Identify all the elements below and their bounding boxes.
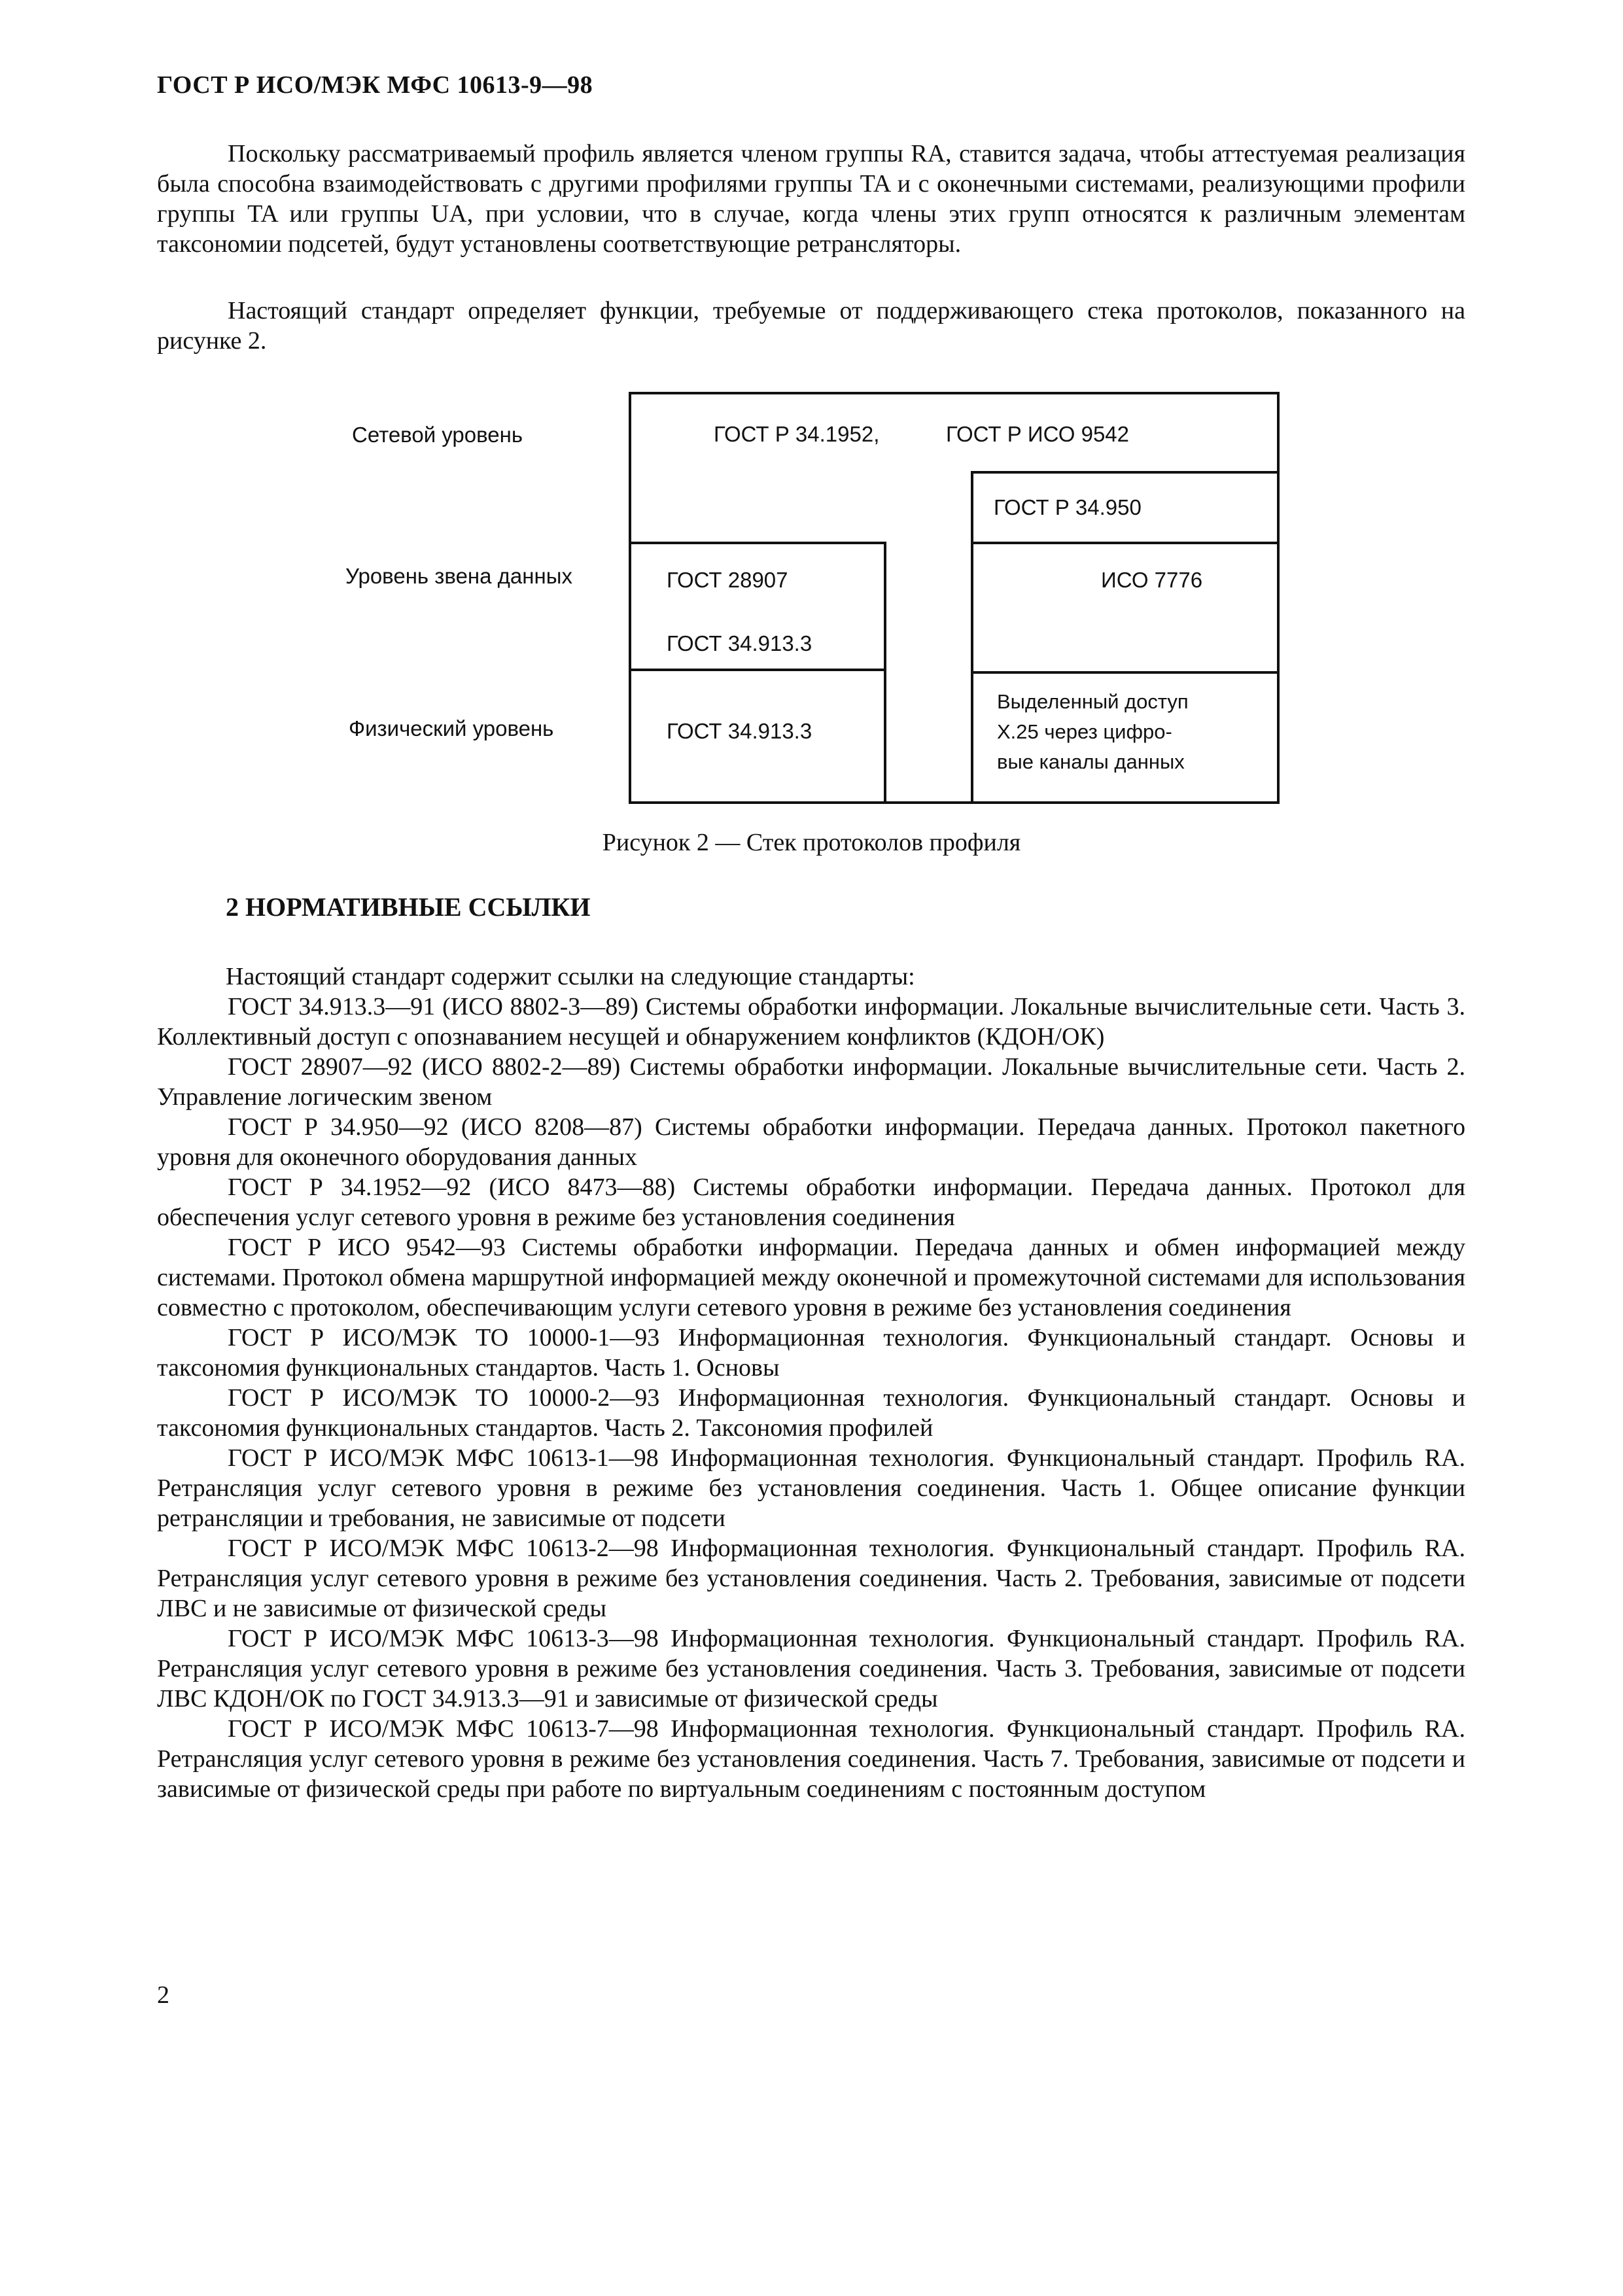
reference-item: ГОСТ Р ИСО/МЭК МФС 10613-7—98 Информационная технология. Функциональный стандарт. Профиль RA. Ретрансляция услуг сетевого уровня в режиме без установления соединения. Часть 7. Требования, зависимые от подсети и зависимые от физической среды при работе по виртуальным соединениям с постоянным доступом [157,1715,1465,1803]
dedicated-access-line-1: Выделенный доступ [997,690,1189,713]
cell-gost-349133-physical: ГОСТ 34.913.3 [667,719,812,743]
cell-gost-34950: ГОСТ Р 34.950 [994,495,1142,519]
reference-item: ГОСТ Р ИСО 9542—93 Системы обработки информации. Передача данных и обмен информацией между системами. Протокол обмена маршрутной информацией между оконечной и промежуточной системами для использования совместно с протоколом, обеспечивающим услуги сетевого уровня в режиме без установления соединения [157,1234,1465,1321]
references-list [157,992,1465,1804]
reference-item: ГОСТ Р 34.950—92 (ИСО 8208—87) Системы обработки информации. Передача данных. Протокол пакетного уровня для оконечного оборудования данных [157,1113,1465,1171]
level-label-physical: Физический уровень [349,716,554,740]
iso-7776-cell [971,542,1280,674]
reference-item: ГОСТ Р ИСО/МЭК ТО 10000-1—93 Информационная технология. Функциональный стандарт. Основы и таксономия функциональных стандартов. Часть 1. Основы [157,1324,1465,1382]
reference-item: ГОСТ Р ИСО/МЭК МФС 10613-1—98 Информационная технология. Функциональный стандарт. Профиль RA. Ретрансляция услуг сетевого уровня в режиме без установления соединения. Часть 1. Общее описание функции ретрансляции и требования, не зависимые от подсети [157,1444,1465,1532]
reference-item: ГОСТ 34.913.3—91 (ИСО 8802-3—89) Системы обработки информации. Локальные вычислительные сети. Часть 3. Коллективный доступ с опознаванием несущей и обнаружением конфликтов (КДОН/ОК) [157,993,1465,1051]
reference-item: ГОСТ Р 34.1952—92 (ИСО 8473—88) Системы обработки информации. Передача данных. Протокол для обеспечения услуг сетевого уровня в режиме без установления соединения [157,1174,1465,1231]
dedicated-access-line-3: вые каналы данных [997,750,1185,773]
section-title: 2 НОРМАТИВНЫЕ ССЫЛКИ [226,892,591,922]
cell-dedicated-access [997,687,1189,777]
left-column-divider [629,669,886,671]
intro-paragraph-1: Поскольку рассматриваемый профиль является членом группы RA, ставится задача, чтобы аттестуемая реализация была способна взаимодействовать с другими профилями группы TA и с оконечными системами, реализующими профили группы TA или группы UA, при условии, что в случае, когда члены этих групп относятся к различным элементам таксономии подсетей, будут установлены соответствующие ретрансляторы. [157,140,1465,258]
document-header: ГОСТ Р ИСО/МЭК МФС 10613-9—98 [157,71,593,99]
references-intro: Настоящий стандарт содержит ссылки на следующие стандарты: [226,963,915,990]
reference-item: ГОСТ Р ИСО/МЭК ТО 10000-2—93 Информационная технология. Функциональный стандарт. Основы и таксономия функциональных стандартов. Часть 2. Таксономия профилей [157,1384,1465,1442]
page-number: 2 [157,1981,169,2009]
reference-item: ГОСТ Р ИСО/МЭК МФС 10613-3—98 Информационная технология. Функциональный стандарт. Профиль RA. Ретрансляция услуг сетевого уровня в режиме без установления соединения. Часть 3. Требования, зависимые от подсети ЛВС КДОН/ОК по ГОСТ 34.913.3—91 и зависимые от физической среды [157,1625,1465,1713]
level-label-datalink: Уровень звена данных [345,564,572,588]
level-label-network: Сетевой уровень [352,423,523,447]
intro-paragraph-2: Настоящий стандарт определяет функции, требуемые от поддерживающего стека протоколов, показанного на рисунке 2. [157,297,1465,355]
cell-gost-28907: ГОСТ 28907 [667,568,788,592]
cell-iso-9542: ГОСТ Р ИСО 9542 [946,422,1130,446]
reference-item: ГОСТ 28907—92 (ИСО 8802-2—89) Системы обработки информации. Локальные вычислительные сети. Часть 2. Управление логическим звеном [157,1053,1465,1111]
dedicated-access-line-2: X.25 через цифро- [997,720,1172,743]
cell-gost-349133-datalink: ГОСТ 34.913.3 [667,631,812,655]
figure-caption: Рисунок 2 — Стек протоколов профиля [602,829,1021,856]
cell-iso-7776: ИСО 7776 [1101,568,1203,592]
cell-gost-341952: ГОСТ Р 34.1952, [714,422,880,446]
reference-item: ГОСТ Р ИСО/МЭК МФС 10613-2—98 Информационная технология. Функциональный стандарт. Профиль RA. Ретрансляция услуг сетевого уровня в режиме без установления соединения. Часть 2. Требования, зависимые от подсети ЛВС и не зависимые от физической среды [157,1535,1465,1622]
